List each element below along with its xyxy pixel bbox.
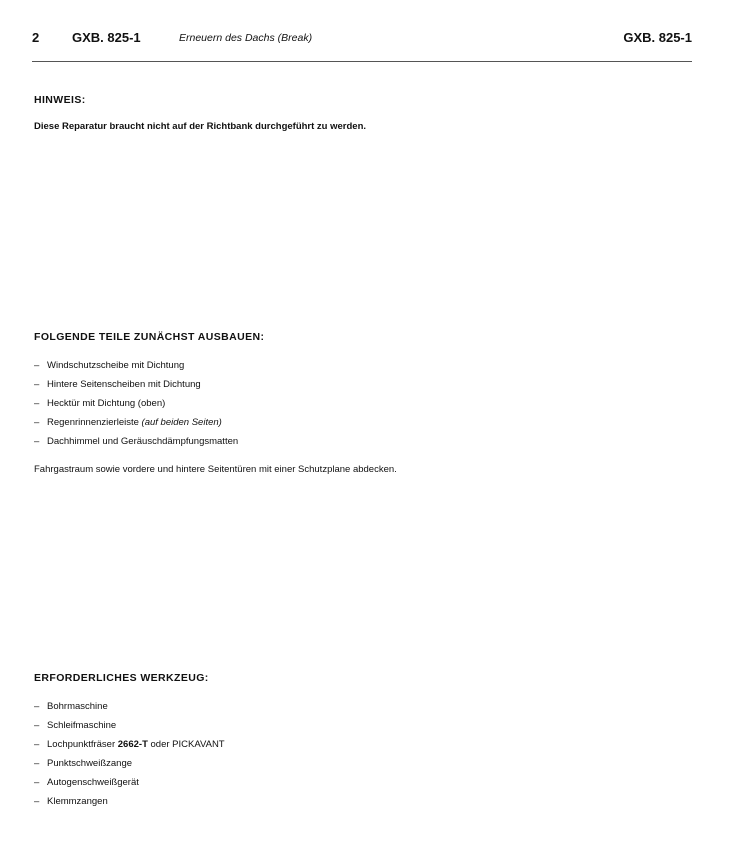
- list-item: – Hintere Seitenscheiben mit Dichtung: [34, 379, 201, 390]
- dash-bullet-icon: –: [34, 777, 40, 788]
- document-title: Erneuern des Dachs (Break): [179, 32, 313, 44]
- page-number: 2: [32, 30, 40, 45]
- note-text: Diese Reparatur braucht nicht auf der Richtbank durchgeführt zu werden.: [34, 121, 367, 132]
- dash-bullet-icon: –: [34, 398, 40, 409]
- dash-bullet-icon: –: [34, 436, 40, 447]
- list-item: – Schleifmaschine: [34, 720, 117, 731]
- list-item: – Dachhimmel und Geräuschdämpfungsmatten: [34, 436, 239, 447]
- list-item: – Lochpunktfräser 2662-T oder PICKAVANT: [34, 739, 225, 750]
- removal-heading: FOLGENDE TEILE ZUNÄCHST AUSBAUEN:: [34, 331, 265, 343]
- tools-heading: ERFORDERLICHES WERKZEUG:: [34, 672, 209, 684]
- note-heading: HINWEIS:: [34, 94, 86, 106]
- dash-bullet-icon: –: [34, 758, 40, 769]
- removal-list: [34, 359, 238, 454]
- list-item: – Windschutzscheibe mit Dichtung: [34, 360, 185, 371]
- document-code: GXB. 825-1: [72, 30, 141, 45]
- list-item: – Punktschweißzange: [34, 758, 133, 769]
- removal-instruction: Fahrgastraum sowie vordere und hintere Seitentüren mit einer Schutzplane abdecken.: [34, 464, 397, 475]
- list-item: – Hecktür mit Dichtung (oben): [34, 398, 166, 409]
- dash-bullet-icon: –: [34, 739, 40, 750]
- dash-bullet-icon: –: [34, 379, 40, 390]
- dash-bullet-icon: –: [34, 360, 40, 371]
- document-code-right: GXB. 825-1: [623, 30, 692, 45]
- list-item: – Klemmzangen: [34, 796, 108, 807]
- list-item: – Autogenschweißgerät: [34, 777, 139, 788]
- dash-bullet-icon: –: [34, 701, 40, 712]
- dash-bullet-icon: –: [34, 720, 40, 731]
- tools-list: [34, 700, 225, 814]
- dash-bullet-icon: –: [34, 417, 40, 428]
- list-item: – Regenrinnenzierleiste (auf beiden Seiten): [34, 417, 222, 428]
- list-item: – Bohrmaschine: [34, 701, 108, 712]
- dash-bullet-icon: –: [34, 796, 40, 807]
- header-divider: [32, 61, 692, 62]
- page-header: [32, 30, 692, 48]
